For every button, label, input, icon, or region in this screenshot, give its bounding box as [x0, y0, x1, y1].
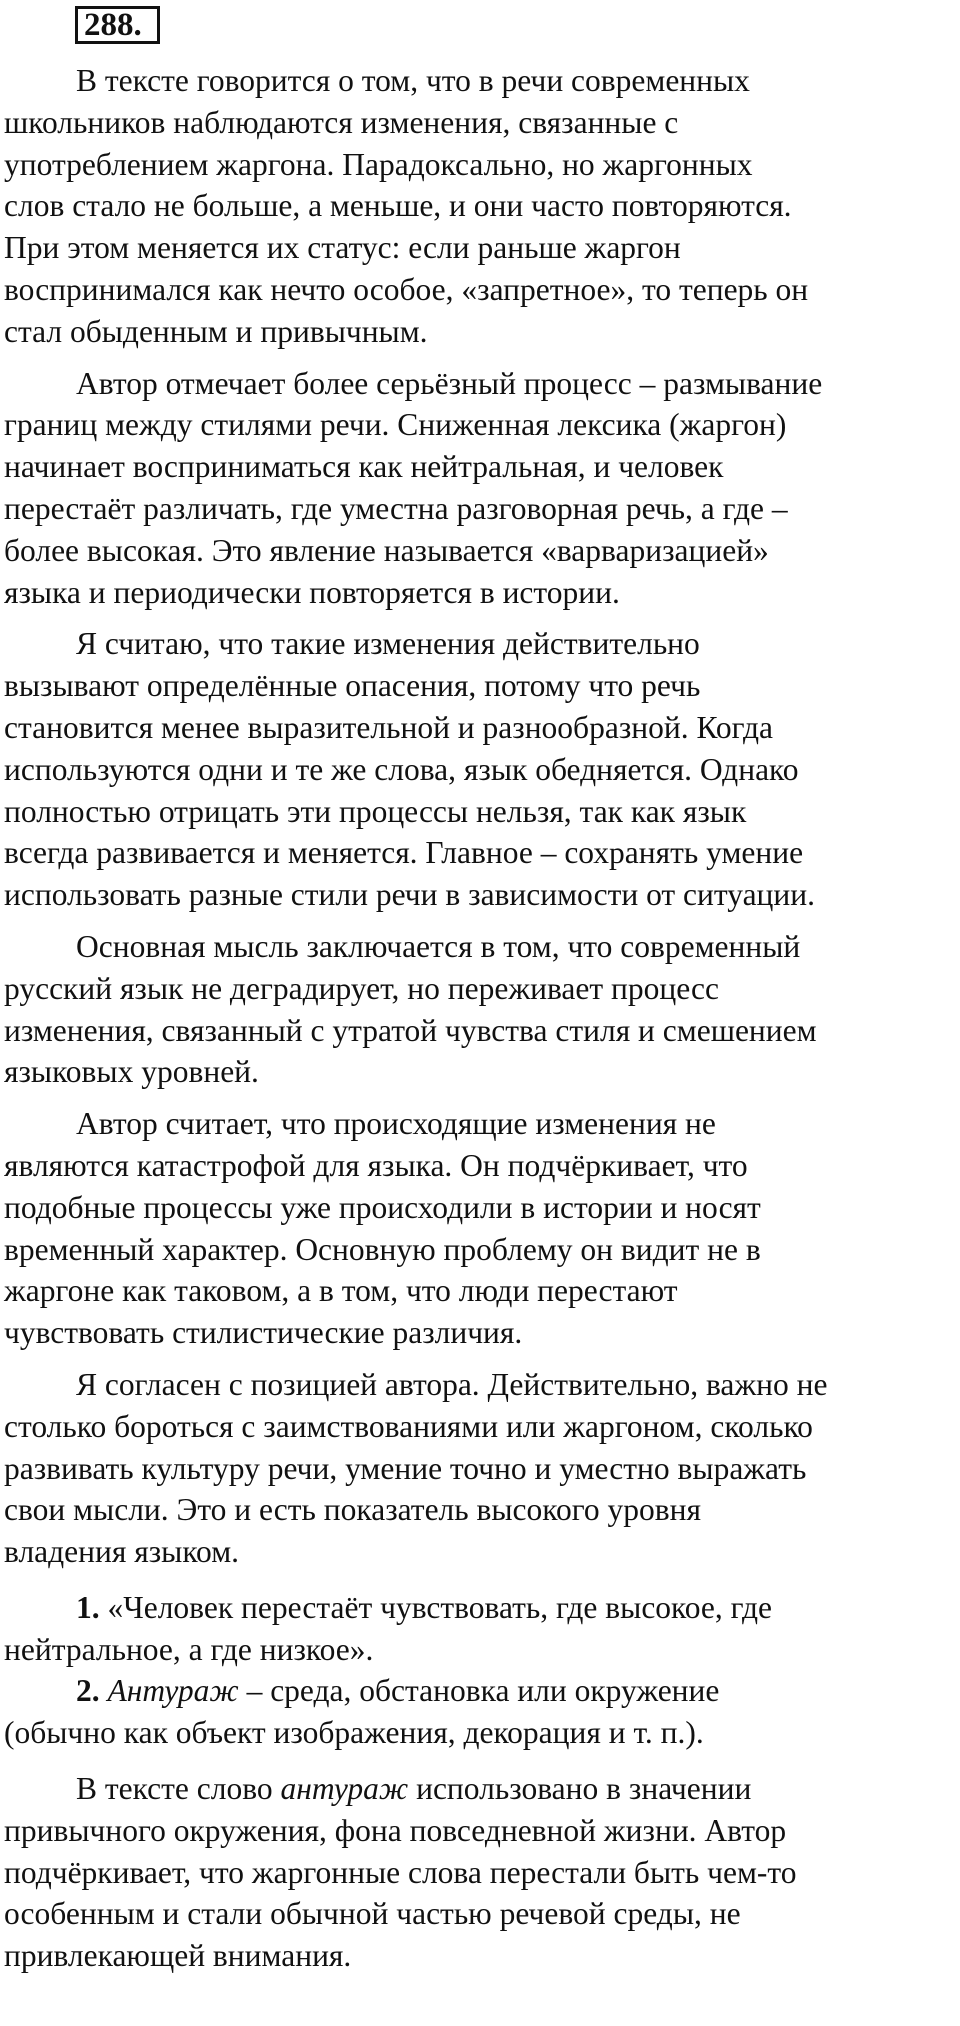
text-line: Автор считает, что происходящие изменения не [76, 1106, 716, 1142]
item-2-definition [4, 1670, 956, 1754]
task-number-box: 288. [75, 6, 160, 44]
text-line: особенным и стали обычной частью речевой среды, не [4, 1896, 741, 1932]
text-line: становится менее выразительной и разнообразной. Когда [4, 709, 774, 745]
text-line: стал обыденным и привычным. [4, 313, 428, 349]
paragraph-agreement [4, 1364, 956, 1573]
text-line: употреблением жаргона. Парадоксально, но жаргонных [4, 146, 753, 182]
item-1-text: «Человек перестаёт чувствовать, где высокое, где [99, 1589, 772, 1625]
text-line: русский язык не деградирует, но переживает процесс [4, 970, 719, 1006]
text-line: столько бороться с заимствованиями или жаргоном, сколько [4, 1408, 813, 1444]
final-text-end: использовано в значении [408, 1771, 752, 1807]
text-line: нейтральное, а где низкое». [4, 1631, 374, 1667]
paragraph-author-process [4, 363, 956, 614]
text-line: привлекающей внимания. [4, 1938, 352, 1974]
text-line: слов стало не больше, а меньше, и они часто повторяются. [4, 188, 792, 224]
text-line: (обычно как объект изображения, декорация и т. п.). [4, 1715, 704, 1751]
paragraph-main-idea [4, 926, 956, 1093]
item-2-text: – среда, обстановка или окружение [238, 1673, 720, 1709]
text-line: изменения, связанный с утратой чувства стиля и смешением [4, 1012, 817, 1048]
text-line: языка и периодически повторяется в истории. [4, 574, 620, 610]
text-line: временный характер. Основную проблему он видит не в [4, 1231, 761, 1267]
paragraph-opinion [4, 623, 956, 916]
paragraph-author-position [4, 1103, 956, 1354]
text-line: школьников наблюдаются изменения, связанные с [4, 104, 679, 140]
text-line: используются одни и те же слова, язык обедняется. Однако [4, 751, 799, 787]
text-line: воспринимался как нечто особое, «запретное», то теперь он [4, 271, 809, 307]
text-line: развивать культуру речи, умение точно и уместно выражать [4, 1450, 807, 1486]
final-term: антураж [280, 1771, 409, 1807]
item-2-number: 2. [76, 1673, 100, 1709]
text-line: языковых уровней. [4, 1054, 259, 1090]
paragraph-final [4, 1768, 956, 1977]
text-line: использовать разные стили речи в зависимости от ситуации. [4, 877, 816, 913]
text-line [4, 1670, 956, 1712]
text-line [4, 1768, 956, 1810]
final-text-start: В тексте слово [76, 1771, 281, 1807]
text-line: В тексте говорится о том, что в речи современных [76, 63, 750, 98]
text-line: начинает восприниматься как нейтральная, и человек [4, 449, 724, 485]
item-1-quote [4, 1587, 956, 1671]
text-line: границ между стилями речи. Сниженная лексика (жаргон) [4, 407, 787, 443]
text-line: всегда развивается и меняется. Главное – сохранять умение [4, 835, 804, 871]
text-line: более высокая. Это явление называется «варваризацией» [4, 532, 769, 568]
text-line: свои мысли. Это и есть показатель высокого уровня [4, 1492, 701, 1528]
text-line [4, 1587, 956, 1629]
text-line: При этом меняется их статус: если раньше жаргон [4, 230, 681, 266]
answer-text [4, 60, 956, 1987]
text-line: привычного окружения, фона повседневной жизни. Автор [4, 1812, 787, 1848]
text-line: Автор отмечает более серьёзный процесс – размывание [76, 365, 823, 401]
text-line: Основная мысль заключается в том, что современный [76, 928, 801, 964]
text-line: Я считаю, что такие изменения действительно [76, 626, 700, 662]
text-line: жаргоне как таковом, а в том, что люди перестают [4, 1273, 678, 1309]
text-line: подчёркивает, что жаргонные слова перестали быть чем-то [4, 1854, 797, 1890]
text-line: полностью отрицать эти процессы нельзя, так как язык [4, 793, 747, 829]
text-line: владения языком. [4, 1534, 240, 1570]
text-line: подобные процессы уже происходили в истории и носят [4, 1189, 761, 1225]
text-line: вызывают определённые опасения, потому что речь [4, 668, 701, 704]
item-2-term: Антураж [107, 1673, 239, 1709]
item-1-number: 1. [76, 1589, 100, 1625]
text-line: Я согласен с позицией автора. Действительно, важно не [76, 1366, 828, 1402]
text-line: перестаёт различать, где уместна разговорная речь, а где – [4, 490, 788, 526]
text-line: являются катастрофой для языка. Он подчёркивает, что [4, 1147, 748, 1183]
paragraph-summary [4, 60, 956, 353]
text-line: чувствовать стилистические различия. [4, 1315, 523, 1351]
